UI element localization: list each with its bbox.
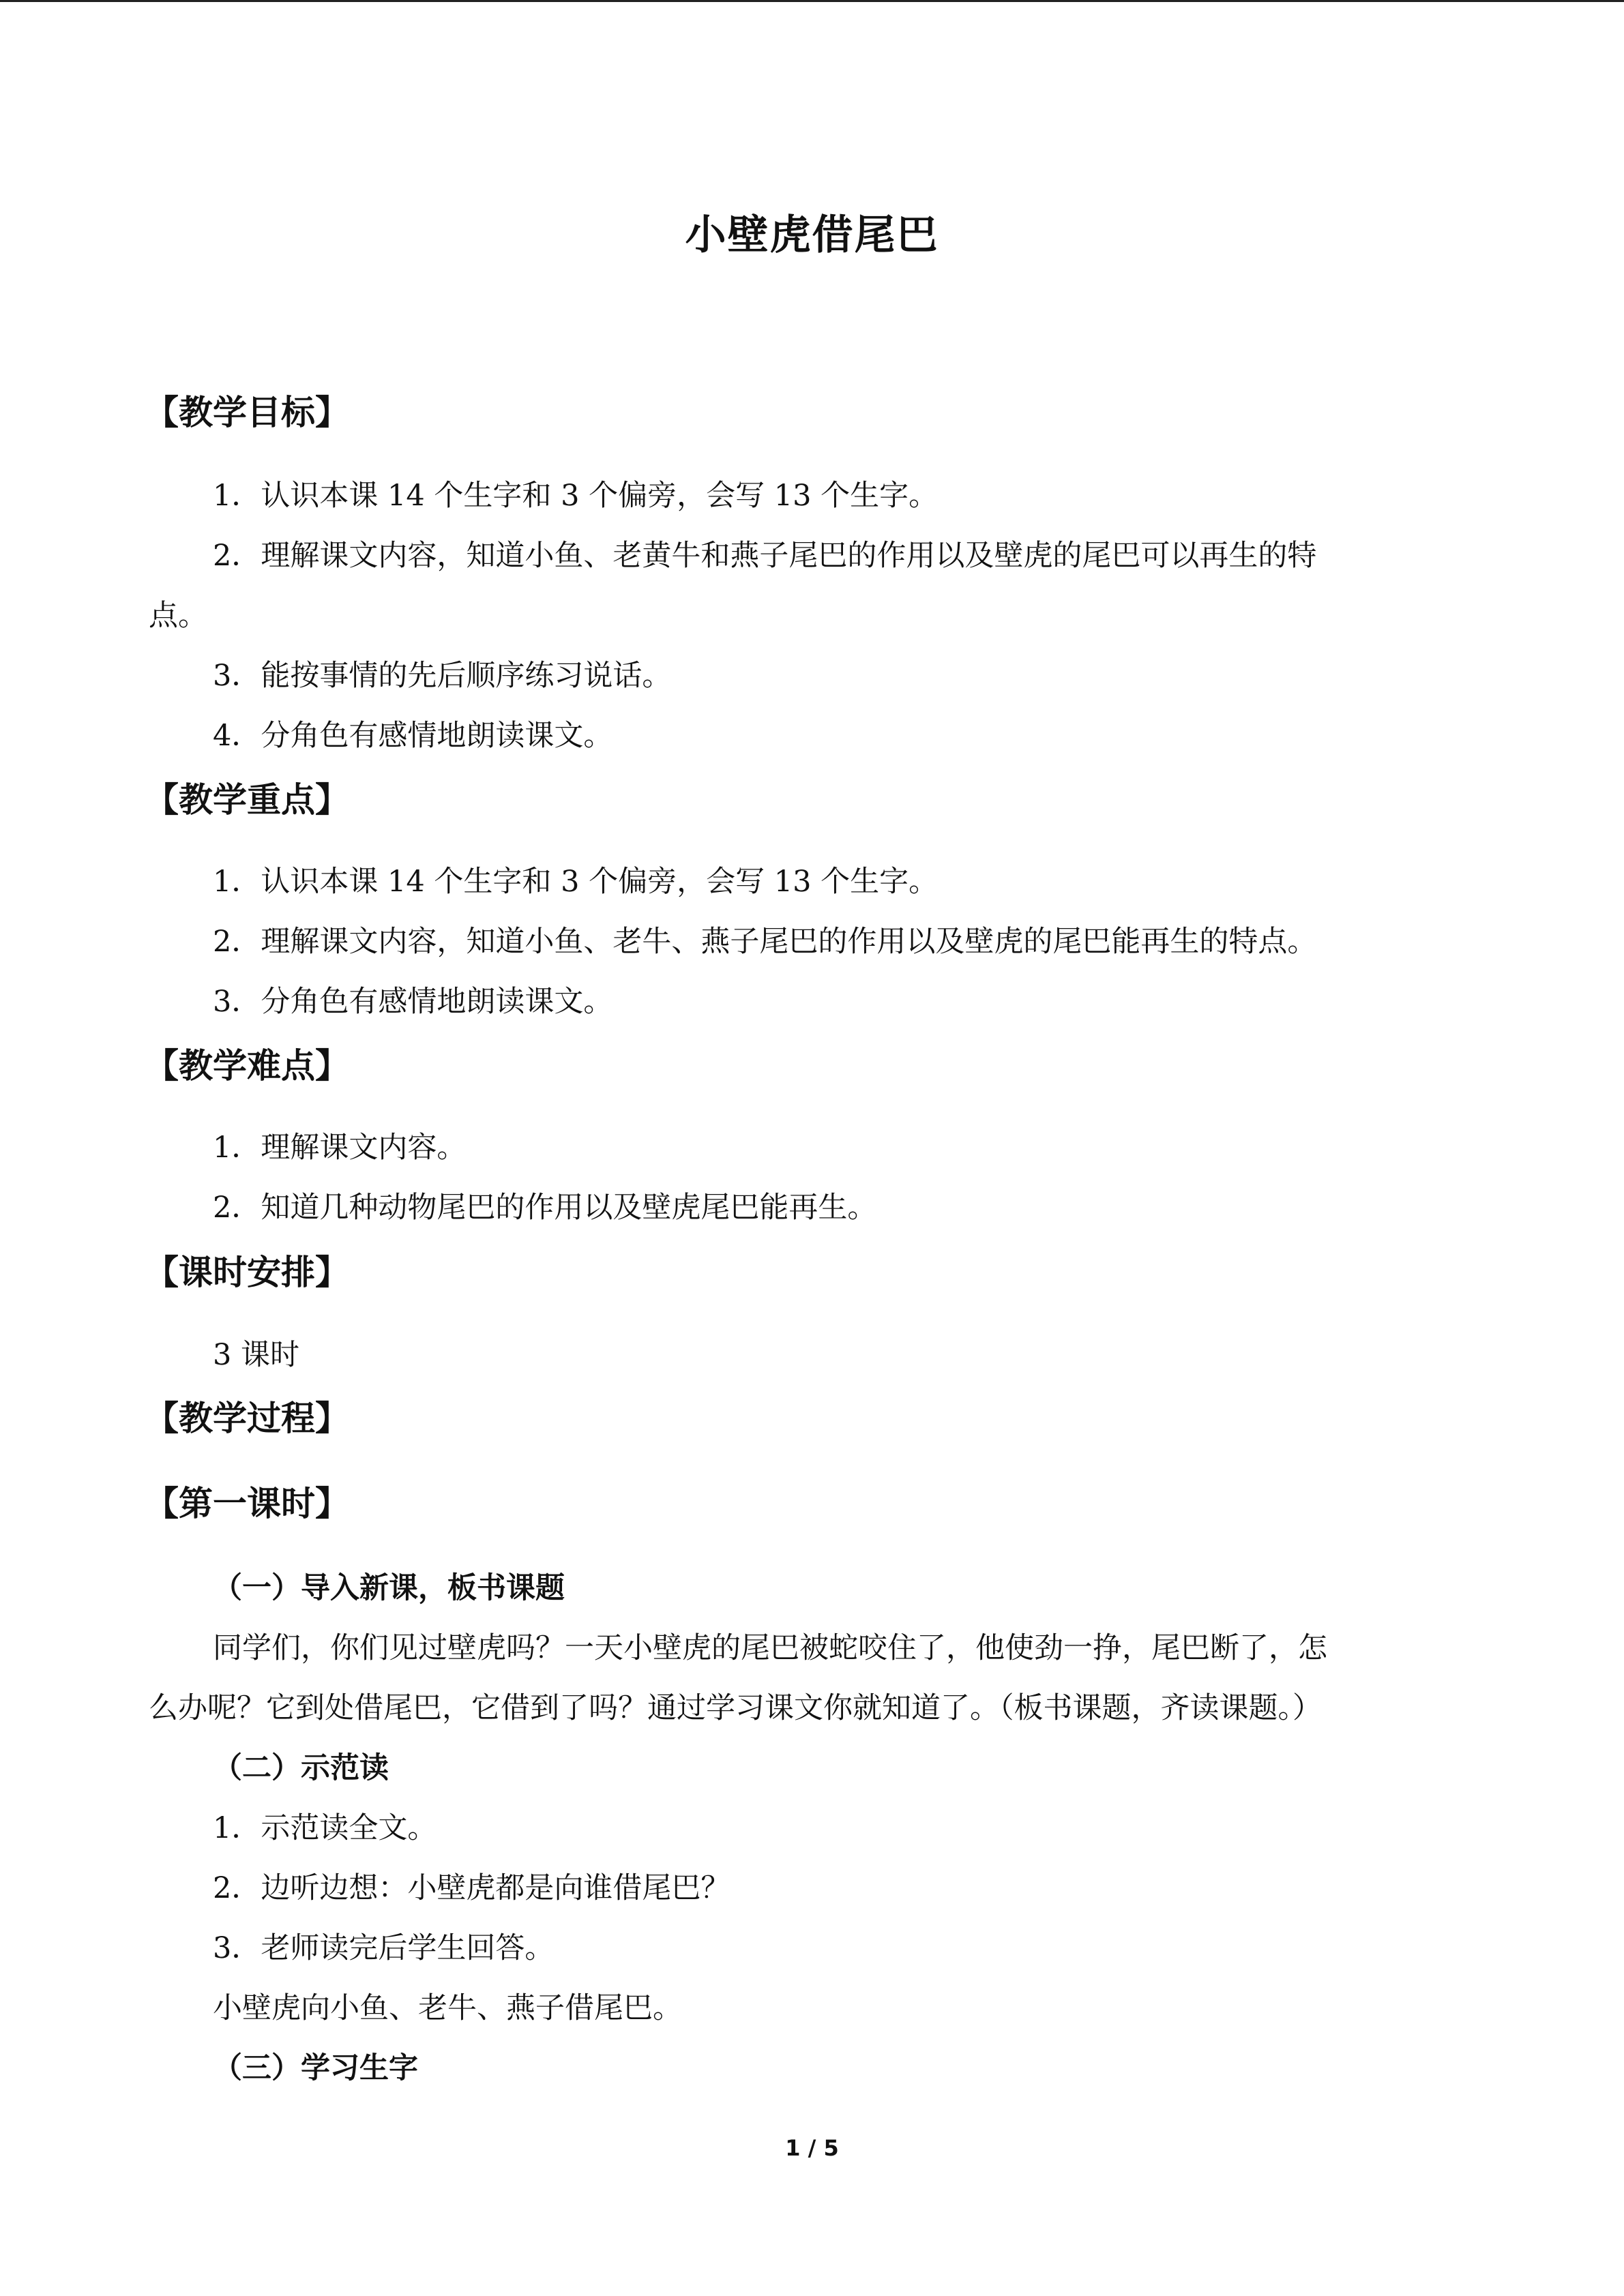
goal-item-3: 3．能按事情的先后顺序练习说话。 [213, 659, 672, 693]
heading-schedule: 【课时安排】 [145, 1253, 349, 1292]
document-title: 小壁虎借尾巴 [685, 211, 939, 259]
model-reading-answer: 小壁虎向小鱼、老牛、燕子借尾巴。 [213, 1991, 682, 2025]
intro-paragraph-line-1: 同学们，你们见过壁虎吗？一天小壁虎的尾巴被蛇咬住了，他使劲一挣，尾巴断了，怎 [213, 1631, 1327, 1665]
model-reading-item-2: 2．边听边想：小壁虎都是向谁借尾巴？ [213, 1871, 730, 1905]
goal-item-2: 2．理解课文内容，知道小鱼、老黄牛和燕子尾巴的作用以及壁虎的尾巴可以再生的特 [213, 539, 1317, 573]
difficulty-item-1: 1．理解课文内容。 [213, 1131, 467, 1165]
heading-teaching-process: 【教学过程】 [145, 1399, 349, 1438]
heading-lesson-one: 【第一课时】 [145, 1484, 349, 1523]
schedule-text: 3 课时 [213, 1338, 300, 1372]
goal-item-2-continued: 点。 [149, 599, 207, 633]
key-point-item-2: 2．理解课文内容，知道小鱼、老牛、燕子尾巴的作用以及壁虎的尾巴能再生的特点。 [213, 925, 1317, 959]
subheading-learn-characters: （三）学习生字 [213, 2051, 418, 2085]
heading-key-points: 【教学重点】 [145, 780, 349, 820]
difficulty-item-2: 2．知道几种动物尾巴的作用以及壁虎尾巴能再生。 [213, 1191, 877, 1225]
intro-paragraph-line-2: 么办呢？它到处借尾巴，它借到了吗？通过学习课文你就知道了。（板书课题，齐读课题。） [149, 1691, 1322, 1725]
page-number: 1 / 5 [785, 2135, 839, 2161]
key-point-item-1: 1．认识本课 14 个生字和 3 个偏旁，会写 13 个生字。 [213, 865, 939, 899]
heading-difficulties: 【教学难点】 [145, 1046, 349, 1086]
model-reading-item-1: 1．示范读全文。 [213, 1811, 437, 1845]
heading-teaching-goals: 【教学目标】 [145, 393, 349, 432]
goal-item-1: 1．认识本课 14 个生字和 3 个偏旁，会写 13 个生字。 [213, 479, 939, 513]
model-reading-item-3: 3．老师读完后学生回答。 [213, 1931, 555, 1965]
goal-item-4: 4．分角色有感情地朗读课文。 [213, 719, 613, 753]
subheading-model-reading: （二）示范读 [213, 1751, 389, 1785]
key-point-item-3: 3．分角色有感情地朗读课文。 [213, 985, 613, 1019]
subheading-intro-new-lesson: （一）导入新课，板书课题 [213, 1571, 565, 1605]
